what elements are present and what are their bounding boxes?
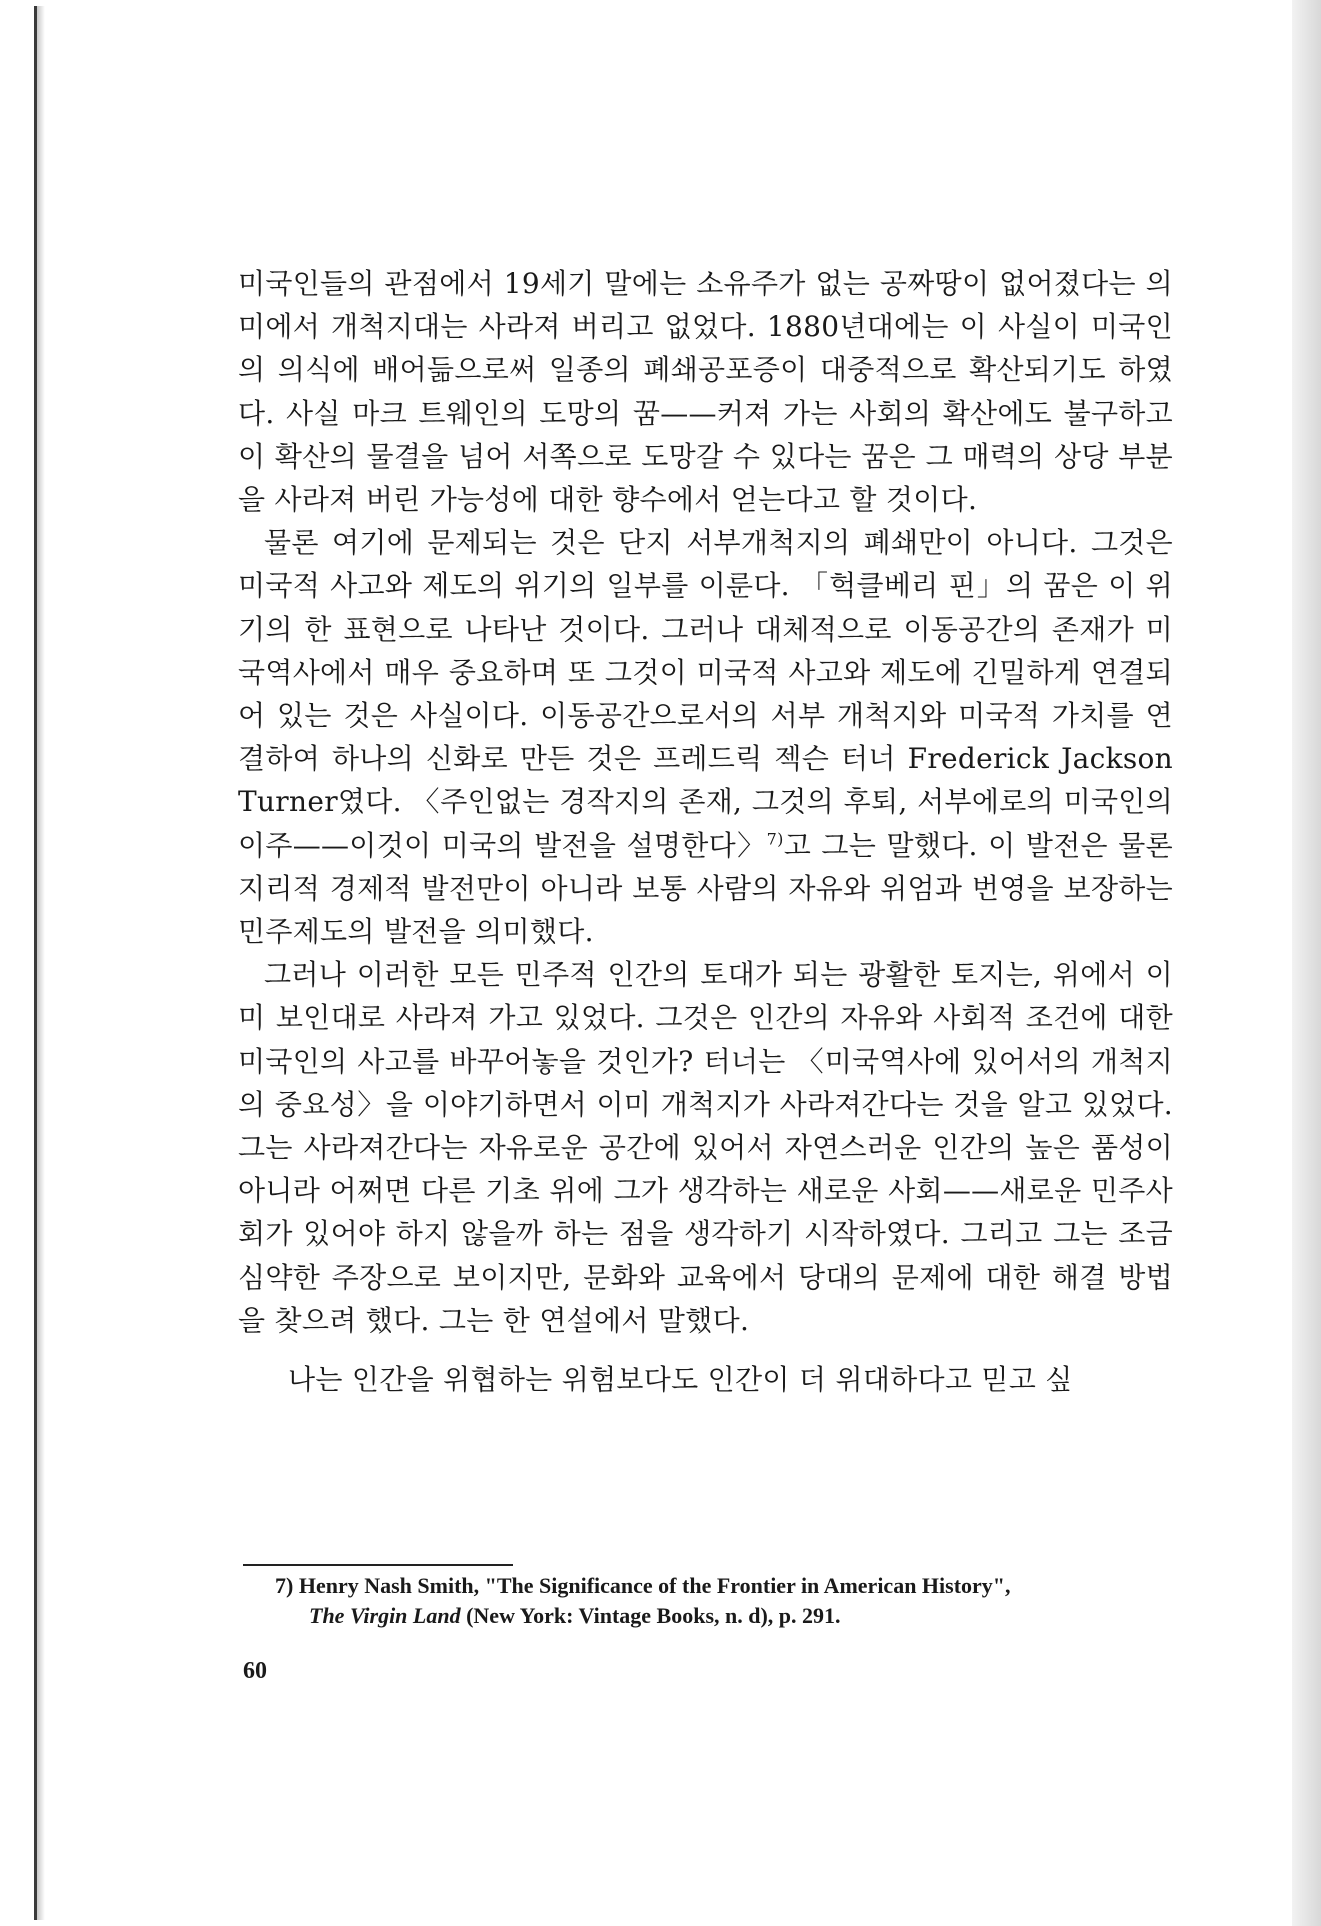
footnote-rule — [243, 1564, 513, 1566]
page-left-shadow — [37, 6, 45, 1920]
paragraph-3: 그러나 이러한 모든 민주적 인간의 토대가 되는 광활한 토지는, 위에서 이미 보인대로 사라져 가고 있었다. 그것은 인간의 자유와 사회적 조건에 대한 미국인의 사고를 바꾸어놓을 것인가? 터너는 〈미국역사에 있어서의 개척지의 중요성〉을 이야기하면서 이미 개척지가 사라져간다는 것을 알고 있었다. 그는 사라져간다는 자유로운 공간에 있어서 자연스러운 인간의 높은 품성이 아니라 어쩌면 다른 기초 위에 그가 생각하는 새로운 사회——새로운 민주사회가 있어야 하지 않을까 하는 점을 생각하기 시작하였다. 그리고 그는 조금 심약한 주장으로 보이지만, 문화와 교육에서 당대의 문제에 대한 해결 방법을 찾으려 했다. 그는 한 연설에서 말했다. — [238, 958, 1173, 1337]
paragraph-1: 미국인들의 관점에서 19세기 말에는 소유주가 없는 공짜땅이 없어졌다는 의미에서 개척지대는 사라져 버리고 없었다. 1880년대에는 이 사실이 미국인의 의식에 배어듦으로써 일종의 폐쇄공포증이 대중적으로 확산되기도 하였다. 사실 마크 트웨인의 도망의 꿈——커져 가는 사회의 확산에도 불구하고 이 확산의 물결을 넘어 서쪽으로 도망갈 수 있다는 꿈은 그 매력의 상당 부분을 사라져 버린 가능성에 대한 향수에서 얻는다고 할 것이다. — [238, 267, 1173, 517]
paragraph-2-text: 물론 여기에 문제되는 것은 단지 서부개척지의 폐쇄만이 아니다. 그것은 미국적 사고와 제도의 위기의 일부를 이룬다. 「헉클베리 핀」의 꿈은 이 위기의 한 표현으로 나타난 것이다. 그러나 대체적으로 이동공간의 존재가 미국역사에서 매우 중요하며 또 그것이 미국적 사고와 제도에 긴밀하게 연결되어 있는 것은 사실이다. 이동공간으로서의 서부 개척지와 미국적 가치를 연결하여 하나의 신화로 만든 것은 프레드릭 젝슨 터너 Frederick Jackson Turner였다. 〈주인없는 경작지의 존재, 그것의 후퇴, 서부에로의 미국인의 이주——이것이 미국의 발전을 설명한다〉 — [238, 526, 1173, 862]
page-right-edge — [1292, 0, 1321, 1926]
footnote-line-2 — [275, 1601, 1175, 1631]
footnote-line-1: Henry Nash Smith, "The Significance of the Frontier in American History", — [298, 1573, 1011, 1598]
block-quote: 나는 인간을 위협하는 위험보다도 인간이 더 위대하다고 믿고 싶 — [288, 1363, 1073, 1397]
paragraph-2-end: 고 그는 말했다. 이 발전은 물론 지리적 경제적 발전만이 아니라 보통 사람의 자유와 위엄과 번영을 보장하는 민주제도의 발전을 의미했다. — [238, 828, 1173, 949]
paragraph-2 — [238, 521, 1173, 953]
footnote-publication: (New York: Vintage Books, n. d), p. 291. — [466, 1603, 841, 1628]
page-number: 60 — [243, 1658, 267, 1684]
footnote — [275, 1571, 1175, 1631]
footnote-reference: 7) — [766, 829, 784, 849]
body-text — [238, 262, 1173, 1401]
footnote-book-title: The Virgin Land — [309, 1603, 461, 1628]
footnote-marker: 7) — [275, 1573, 294, 1598]
